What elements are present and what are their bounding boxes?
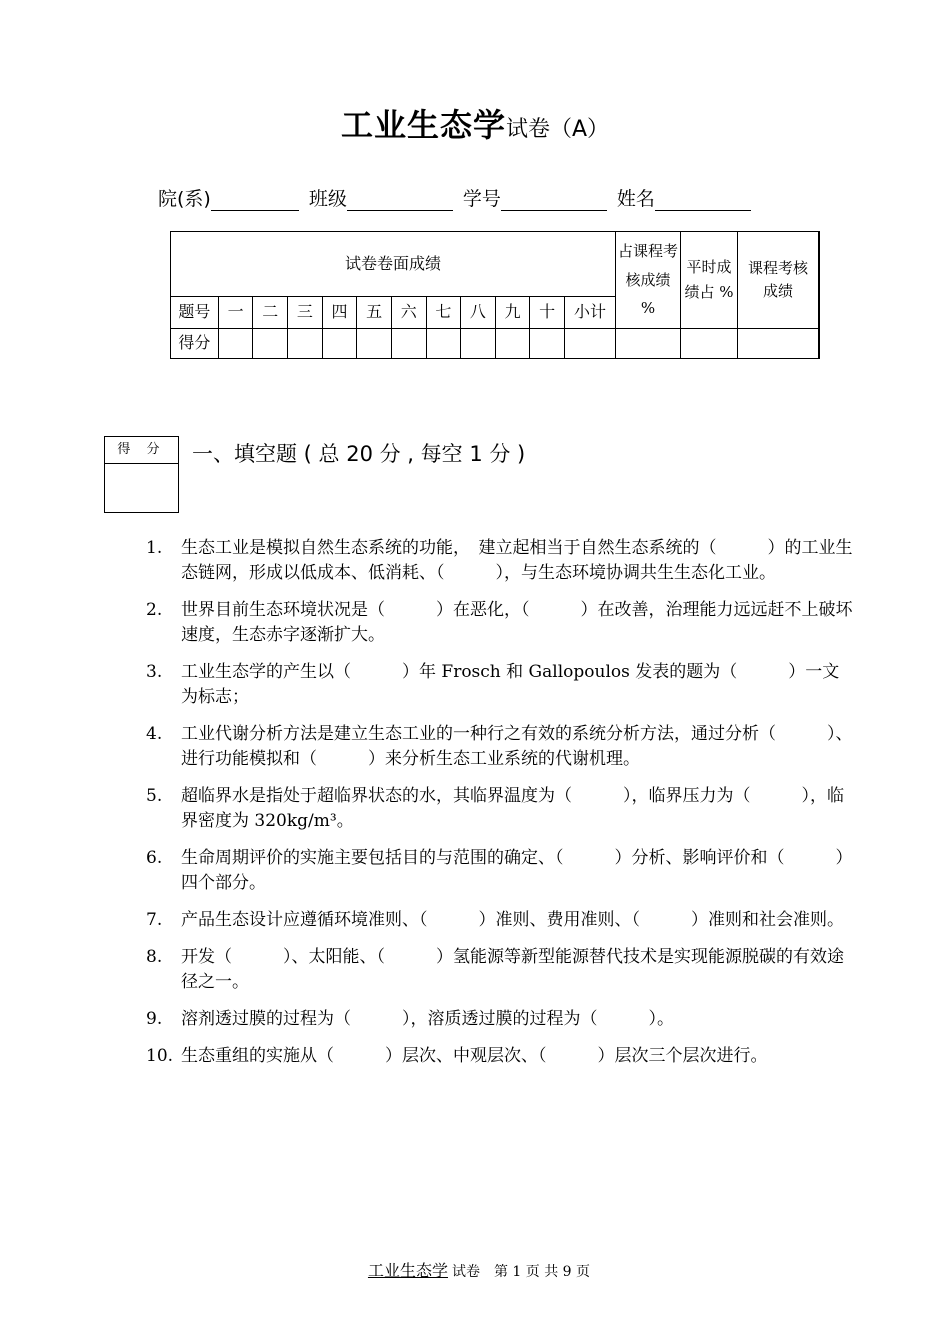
weight-cell[interactable]: [616, 329, 681, 359]
col-header: 八: [461, 297, 496, 329]
footer-page-info: 试卷 第 1 页 共 9 页: [451, 1264, 591, 1280]
subtotal-cell[interactable]: [564, 329, 615, 359]
usual-score-cell[interactable]: [681, 329, 738, 359]
col-header: 四: [322, 297, 357, 329]
score-cell[interactable]: [357, 329, 392, 359]
name-label: 姓名: [616, 188, 655, 210]
col-header: 十: [530, 297, 565, 329]
score-row-label: 得分: [171, 329, 219, 359]
score-cell[interactable]: [322, 329, 357, 359]
question-list: [146, 536, 856, 1081]
question-text: 产品生态设计应遵循环境准则、（ ）准则、费用准则、（ ）准则和社会准则。: [181, 910, 844, 930]
score-box-label: 得 分: [105, 437, 178, 464]
question-number: 1.: [146, 538, 163, 558]
usual-score-header: 平时成绩占 %: [681, 232, 738, 329]
question-number: 10.: [146, 1046, 174, 1066]
question-number: 9.: [146, 1009, 163, 1029]
question-text: 世界目前生态环境状况是（ ）在恶化，（ ）在改善，治理能力远远赶不上破坏速度，生态赤字逐渐扩大。: [181, 600, 853, 645]
weight-header: 占课程考核成绩 %: [616, 232, 681, 329]
question-text: 生态重组的实施从（ ）层次、中观层次、（ ）层次三个层次进行。: [181, 1046, 768, 1066]
col-header: 六: [391, 297, 426, 329]
exam-paper-label: 试卷（A）: [505, 117, 610, 142]
dept-label: 院(系): [158, 188, 211, 210]
question-text: 工业生态学的产生以（ ）年 Frosch 和 Gallopoulos 发表的题为（ ）一文为标志；: [181, 662, 840, 707]
score-cell[interactable]: [461, 329, 496, 359]
class-label: 班级: [308, 188, 347, 210]
question-number: 4.: [146, 724, 163, 744]
col-header: 九: [495, 297, 530, 329]
score-cell[interactable]: [288, 329, 323, 359]
question-number: 5.: [146, 786, 163, 806]
class-field[interactable]: [347, 184, 453, 211]
col-header: 七: [426, 297, 461, 329]
page-title: [0, 100, 950, 146]
question-text: 生态工业是模拟自然生态系统的功能， 建立起相当于自然生态系统的（ ）的工业生态链网，形成以低成本、低消耗、（ ），与生态环境协调共生生态化工业。: [181, 538, 853, 583]
question-number: 8.: [146, 947, 163, 967]
question-item: [146, 945, 856, 995]
col-header: 五: [357, 297, 392, 329]
section-score-box: [104, 436, 179, 513]
col-header-subtotal: 小计: [564, 297, 615, 329]
col-header: 三: [288, 297, 323, 329]
name-field[interactable]: [655, 184, 751, 211]
score-cell[interactable]: [530, 329, 565, 359]
student-id-field[interactable]: [501, 184, 607, 211]
paper-score-header: 试卷卷面成绩: [171, 232, 616, 297]
score-cell[interactable]: [218, 329, 253, 359]
question-number: 7.: [146, 910, 163, 930]
question-item: [146, 908, 856, 933]
question-text: 超临界水是指处于超临界状态的水，其临界温度为（ ），临界压力为（ ），临界密度为 320kg/m³。: [181, 786, 844, 831]
question-text: 生命周期评价的实施主要包括目的与范围的确定、（ ）分析、影响评价和（ ）四个部分。: [181, 848, 853, 893]
score-cell[interactable]: [495, 329, 530, 359]
dept-field[interactable]: [211, 184, 299, 211]
question-number: 6.: [146, 848, 163, 868]
score-cell[interactable]: [253, 329, 288, 359]
student-info-line: [158, 184, 751, 211]
course-score-header: 课程考核成绩: [738, 232, 820, 329]
question-item: [146, 784, 856, 834]
question-text: 开发（ ）、太阳能、（ ）氢能源等新型能源替代技术是实现能源脱碳的有效途径之一。: [181, 947, 844, 992]
score-box-field[interactable]: [105, 464, 178, 512]
question-number-label: 题号: [171, 297, 219, 329]
question-item: [146, 722, 856, 772]
question-text: 溶剂透过膜的过程为（ ），溶质透过膜的过程为（ ）。: [181, 1009, 674, 1029]
question-item: [146, 1044, 856, 1069]
question-text: 工业代谢分析方法是建立生态工业的一种行之有效的系统分析方法，通过分析（ ）、进行功能模拟和（ ）来分析生态工业系统的代谢机理。: [181, 724, 853, 769]
question-number: 2.: [146, 600, 163, 620]
exam-subject-title: 工业生态学: [340, 106, 506, 144]
score-cell[interactable]: [426, 329, 461, 359]
section-heading: 一、填空题 ( 总 20 分 , 每空 1 分 ): [192, 442, 526, 466]
col-header: 二: [253, 297, 288, 329]
question-item: [146, 1007, 856, 1032]
question-item: [146, 846, 856, 896]
page-footer: [0, 1258, 950, 1281]
question-item: [146, 536, 856, 586]
score-table: [170, 231, 820, 359]
question-number: 3.: [146, 662, 163, 682]
course-score-cell[interactable]: [738, 329, 820, 359]
question-item: [146, 598, 856, 648]
question-item: [146, 660, 856, 710]
student-id-label: 学号: [462, 188, 501, 210]
col-header: 一: [218, 297, 253, 329]
score-cell[interactable]: [391, 329, 426, 359]
footer-subject: 工业生态学: [367, 1261, 448, 1280]
